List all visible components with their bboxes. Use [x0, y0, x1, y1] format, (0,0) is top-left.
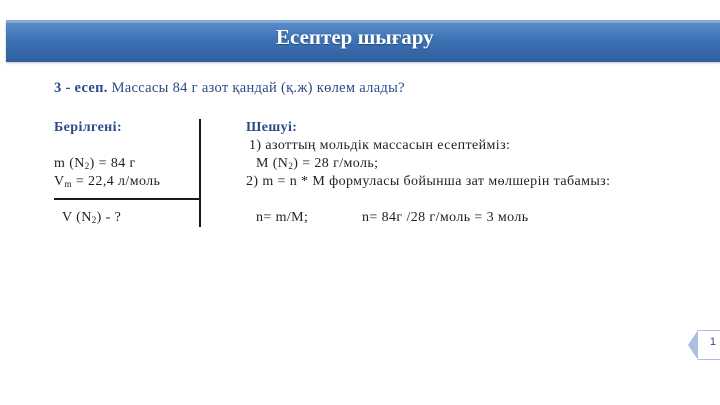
given-divider-horizontal [54, 198, 200, 200]
slide-title: Есептер шығару [276, 25, 434, 49]
solution-formula-n: n= m/M; [256, 210, 309, 225]
solution-step-1: 1) азоттың мольдік массасын есептейміз: [249, 138, 511, 153]
find-volume: V $(N_2)$ - ? [62, 210, 122, 225]
solution-step-2: 2) m = n * M формуласы бойынша зат мөлшерін табамыз: [246, 174, 611, 189]
given-molar-volume: $V_m = 22,4$ л/моль [54, 174, 161, 189]
solution-heading: Шешуі: [246, 120, 298, 135]
given-heading: Берілгені: [54, 120, 123, 135]
problem-text: Массасы 84 г азот қандай (қ.ж) көлем алады? [111, 80, 405, 96]
given-mass: m $(N_2) = 84$ г [54, 156, 136, 171]
given-divider-vertical [199, 119, 201, 227]
problem-label: 3 - есеп. [54, 80, 108, 96]
solution-molar-mass: M $(N_2) = 28$ г/моль; [256, 156, 379, 171]
solution-calculation: n= 84г /28 г/моль = 3 моль [362, 210, 529, 225]
problem-statement [54, 80, 405, 97]
page-number: 1 [709, 336, 716, 348]
